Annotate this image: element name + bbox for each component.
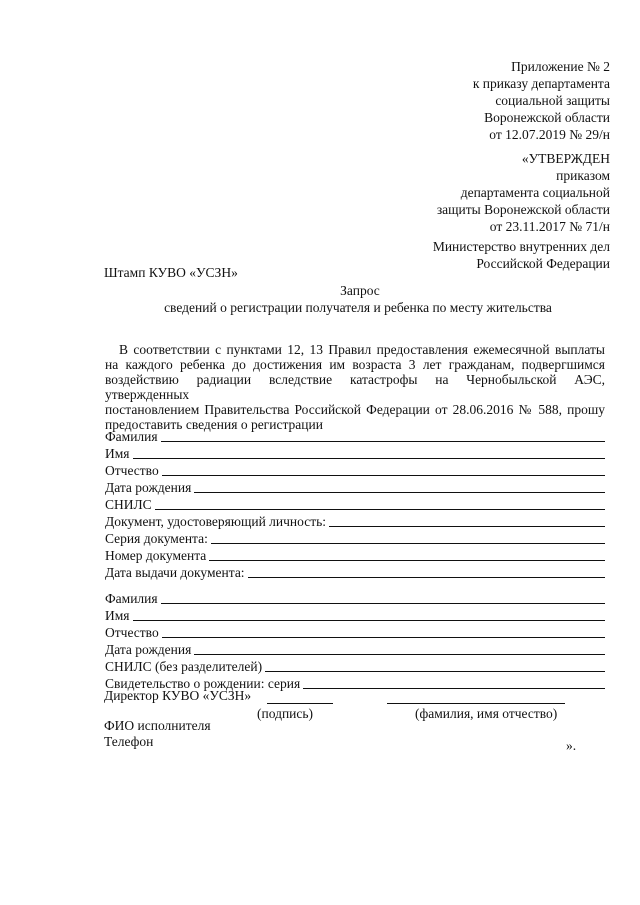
document-title: Запрос <box>340 283 380 298</box>
stamp-label: Штамп КУВО «УСЗН» <box>104 265 238 280</box>
field-label: Имя <box>105 446 130 461</box>
closing-quote: ». <box>566 738 577 753</box>
appendix-line: Приложение № 2 <box>511 59 610 74</box>
approval-line: от 23.11.2017 № 71/н <box>489 219 610 234</box>
approval-line: департамента социальной <box>460 185 610 200</box>
child-field-birthdate[interactable] <box>105 640 605 658</box>
field-label: СНИЛС <box>105 497 152 512</box>
patronymic-input[interactable] <box>162 475 605 476</box>
doc-series-input[interactable] <box>211 543 605 544</box>
paragraph-line: воздействию радиации вследствие катастрофы на Чернобыльской АЭС, утвержденных <box>105 372 605 402</box>
snils-input[interactable] <box>155 509 605 510</box>
director-name-line[interactable] <box>387 703 565 704</box>
field-label: Дата выдачи документа: <box>105 565 245 580</box>
field-label: Дата рождения <box>105 642 192 657</box>
approval-block <box>437 150 610 235</box>
recipient-field-doc-series[interactable] <box>105 529 605 547</box>
field-label: СНИЛС (без разделителей) <box>105 659 263 674</box>
field-label: Свидетельство о рождении: серия <box>105 676 301 691</box>
addressee-line: Российской Федерации <box>476 256 610 271</box>
child-name-input[interactable] <box>133 620 605 621</box>
birth-certificate-series-input[interactable] <box>303 688 605 689</box>
recipient-field-name[interactable] <box>105 444 605 462</box>
recipient-field-doc-issue-date[interactable] <box>105 563 605 581</box>
approval-line: приказом <box>556 168 610 183</box>
appendix-line: социальной защиты <box>495 93 610 108</box>
child-field-snils[interactable] <box>105 657 605 675</box>
child-patronymic-input[interactable] <box>162 637 605 638</box>
approval-line: защиты Воронежской области <box>436 202 610 217</box>
field-label: Фамилия <box>105 429 158 444</box>
appendix-line: от 12.07.2019 № 29/н <box>489 127 610 142</box>
name-input[interactable] <box>133 458 605 459</box>
paragraph-line: на каждого ребенка до достижения им возраста 3 лет гражданам, подвергшимся <box>105 357 605 372</box>
addressee-line: Министерство внутренних дел <box>432 239 610 254</box>
child-birthdate-input[interactable] <box>194 654 605 655</box>
paragraph-line: постановлением Правительства Российской Федерации от 28.06.2016 № 588, прошу <box>105 402 605 417</box>
doc-number-input[interactable] <box>209 560 605 561</box>
recipient-field-snils[interactable] <box>105 495 605 513</box>
recipient-field-patronymic[interactable] <box>105 461 605 479</box>
executor-label: ФИО исполнителя <box>104 718 211 733</box>
recipient-field-id-document[interactable] <box>105 512 605 530</box>
field-label: Отчество <box>105 625 159 640</box>
field-label: Документ, удостоверяющий личность: <box>105 514 327 529</box>
signature-line[interactable] <box>267 703 333 704</box>
child-snils-input[interactable] <box>265 671 605 672</box>
field-label: Номер документа <box>105 548 207 563</box>
field-label: Дата рождения <box>105 480 192 495</box>
id-document-input[interactable] <box>329 526 605 527</box>
child-field-name[interactable] <box>105 606 605 624</box>
birthdate-input[interactable] <box>194 492 605 493</box>
appendix-line: к приказу департамента <box>472 76 610 91</box>
field-label: Фамилия <box>105 591 158 606</box>
recipient-field-birthdate[interactable] <box>105 478 605 496</box>
surname-input[interactable] <box>161 441 605 442</box>
recipient-field-surname[interactable] <box>105 427 605 445</box>
child-field-surname[interactable] <box>105 589 605 607</box>
child-field-patronymic[interactable] <box>105 623 605 641</box>
appendix-line: Воронежской области <box>484 110 610 125</box>
request-paragraph <box>105 342 605 432</box>
field-label: Имя <box>105 608 130 623</box>
appendix-block <box>473 58 610 143</box>
field-label: Отчество <box>105 463 159 478</box>
recipient-field-doc-number[interactable] <box>105 546 605 564</box>
name-caption: (фамилия, имя отчество) <box>415 706 558 721</box>
doc-issue-date-input[interactable] <box>248 577 605 578</box>
child-surname-input[interactable] <box>161 603 605 604</box>
paragraph-line: В соответствии с пунктами 12, 13 Правил предоставления ежемесячной выплаты <box>119 342 605 357</box>
addressee-block <box>433 238 610 272</box>
phone-label: Телефон <box>104 734 154 749</box>
approval-line: «УТВЕРЖДЕН <box>521 151 610 166</box>
director-label: Директор КУВО «УСЗН» <box>104 688 252 703</box>
document-subtitle: сведений о регистрации получателя и ребенка по месту жительства <box>164 300 552 315</box>
field-label: Серия документа: <box>105 531 208 546</box>
paragraph-line: предоставить сведения о регистрации <box>105 417 323 432</box>
signature-caption: (подпись) <box>257 706 314 721</box>
